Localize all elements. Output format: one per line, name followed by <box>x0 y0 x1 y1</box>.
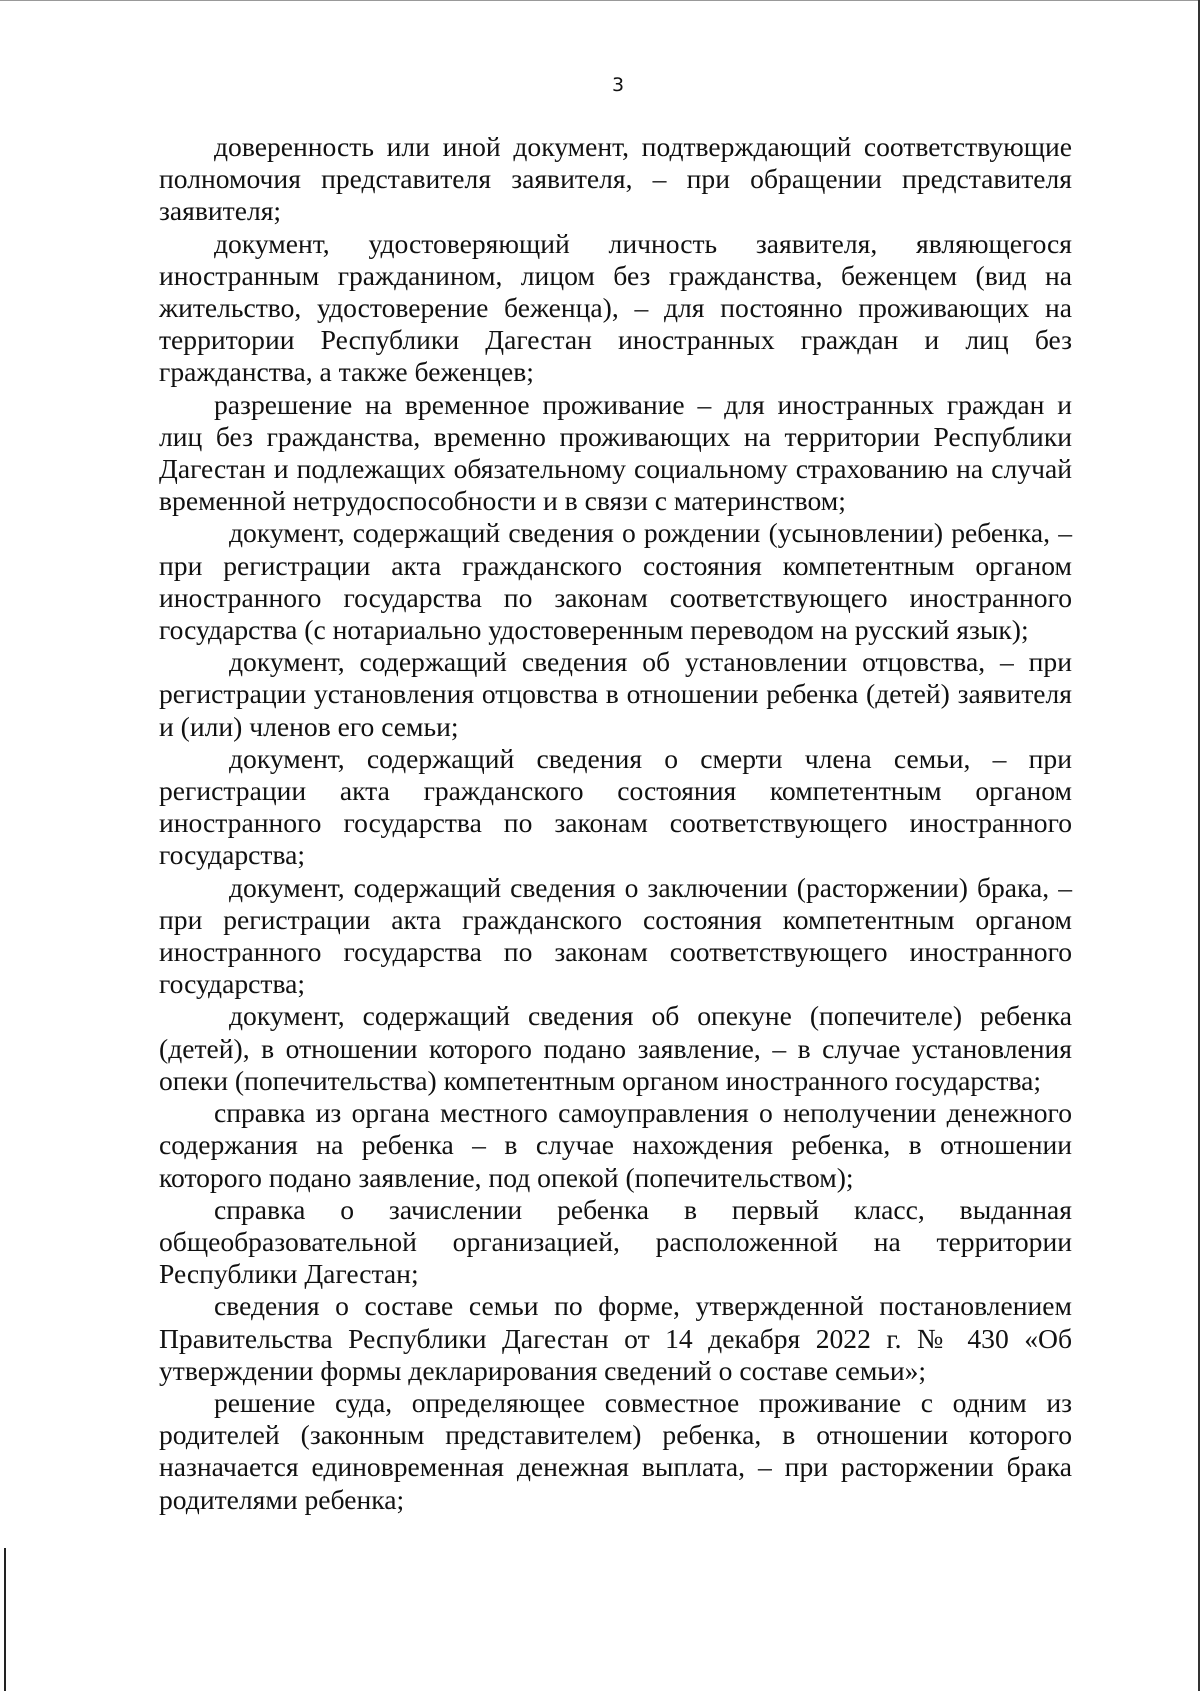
paragraph-court-decision: решение суда, определяющее совместное проживание с одним из родителей (законным представителем) ребенка, в отношении которого назначается единовременная денежная выплата, – при расторжении брака родителями ребенка; <box>159 1386 1072 1515</box>
paragraph-identity-document: документ, удостоверяющий личность заявителя, являющегося иностранным гражданином, лицом без гражданства, беженцем (вид на жительство, удостоверение беженца), – для постоянно проживающих на территории Республики Дагестан иностранных граждан и лиц без гражданства, а также беженцев; <box>159 227 1072 388</box>
page-number: 3 <box>611 74 625 96</box>
paragraph-death-record: документ, содержащий сведения о смерти члена семьи, – при регистрации акта гражданского состояния компетентным органом иностранного государства по законам соответствующего иностранного государства; <box>159 742 1072 871</box>
paragraph-support-certificate: справка из органа местного самоуправления о неполучении денежного содержания на ребенка – в случае нахождения ребенка, в отношении которого подано заявление, под опекой (попечительством); <box>159 1097 1072 1193</box>
paragraph-birth-record: документ, содержащий сведения о рождении (усыновлении) ребенка, – при регистрации акта гражданского состояния компетентным органом иностранного государства по законам соответствующего иностранного государства (с нотариально удостоверенным переводом на русский язык); <box>159 517 1072 646</box>
paragraph-marriage-record: документ, содержащий сведения о заключении (расторжении) брака, – при регистрации акта гражданского состояния компетентным органом иностранного государства по законам соответствующего иностранного государства; <box>159 871 1072 1000</box>
paragraph-family-composition: сведения о составе семьи по форме, утвержденной постановлением Правительства Республики Дагестан от 14 декабря 2022 г. № 430 «Об утверждении формы декларирования сведений о составе семьи»; <box>159 1290 1072 1386</box>
paragraph-temporary-residence: разрешение на временное проживание – для иностранных граждан и лиц без гражданства, временно проживающих на территории Республики Дагестан и подлежащих обязательному социальному страхованию на случай временной нетрудоспособности и в связи с материнством; <box>159 388 1072 517</box>
scan-edge-top <box>0 0 1200 1</box>
paragraph-power-of-attorney: доверенность или иной документ, подтверждающий соответствующие полномочия представителя заявителя, – при обращении представителя заявителя; <box>159 131 1072 227</box>
scan-edge-left <box>4 1548 6 1691</box>
paragraph-paternity-record: документ, содержащий сведения об установлении отцовства, – при регистрации установления отцовства в отношении ребенка (детей) заявителя и (или) членов его семьи; <box>159 646 1072 742</box>
document-body <box>159 131 1072 1516</box>
paragraph-guardian-record: документ, содержащий сведения об опекуне (попечителе) ребенка (детей), в отношении которого подано заявление, – в случае установления опеки (попечительства) компетентным органом иностранного государства; <box>159 1000 1072 1096</box>
paragraph-school-enrollment: справка о зачислении ребенка в первый класс, выданная общеобразовательной организацией, расположенной на территории Республики Дагестан; <box>159 1193 1072 1290</box>
